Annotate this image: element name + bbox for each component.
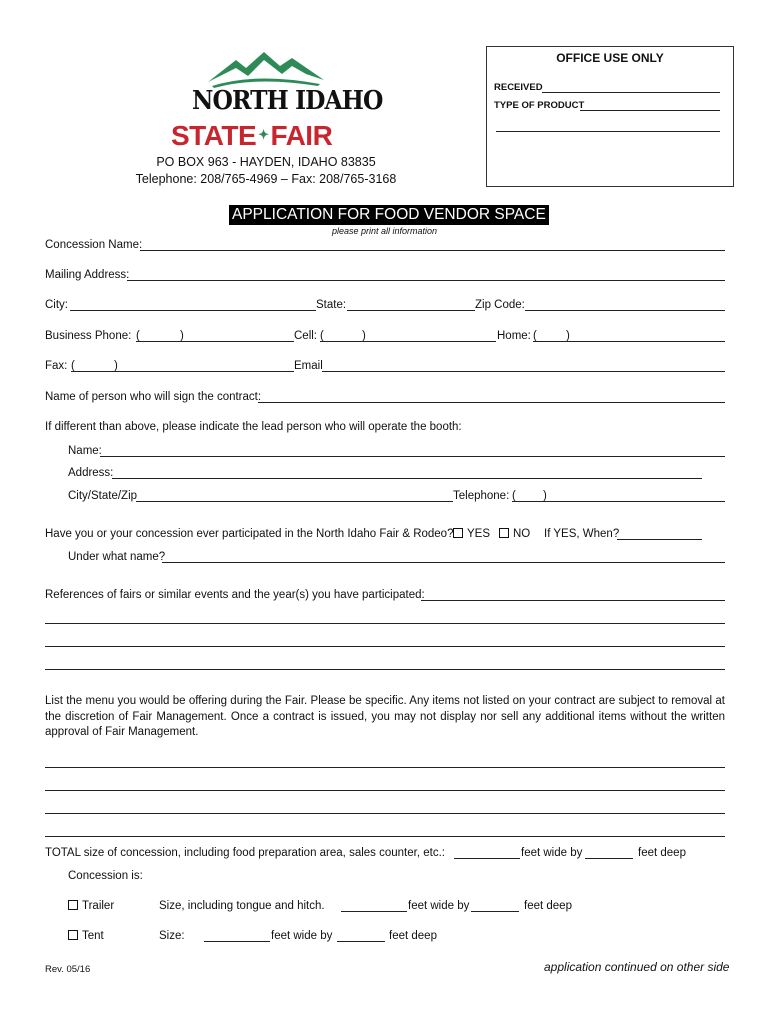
signer-label: Name of person who will sign the contract: — [45, 391, 262, 403]
total-feet-deep: feet deep — [638, 847, 686, 859]
fax-field[interactable] — [71, 371, 294, 372]
under-name-label: Under what name? — [68, 551, 166, 563]
business-phone-field[interactable] — [136, 341, 294, 342]
zip-label: Zip Code: — [475, 299, 525, 311]
tent-size-label: Size: — [159, 930, 185, 942]
menu-field-2[interactable] — [45, 790, 725, 791]
yes-label: YES — [467, 528, 491, 540]
office-use-box — [486, 46, 734, 187]
home-paren-close: ) — [566, 330, 570, 342]
received-label: RECEIVED — [494, 82, 543, 93]
received-line[interactable] — [542, 92, 720, 93]
signer-field[interactable] — [258, 402, 725, 403]
cell-paren-open: ( — [320, 330, 324, 342]
no-label: NO — [513, 528, 531, 540]
business-phone-paren-close: ) — [180, 330, 184, 342]
mountain-icon — [206, 48, 326, 88]
fax-paren-close: ) — [114, 360, 118, 372]
email-label: Email — [294, 360, 323, 372]
logo-state: STATE — [171, 120, 257, 151]
tent-checkbox[interactable] — [68, 930, 78, 940]
no-checkbox[interactable] — [499, 528, 509, 538]
when-label: If YES, When? — [544, 528, 620, 540]
tent-option[interactable] — [68, 929, 104, 943]
fax-label: Fax: — [45, 360, 68, 372]
business-phone-label: Business Phone: — [45, 330, 132, 342]
when-field[interactable] — [617, 539, 702, 540]
lead-phone-field[interactable] — [512, 501, 725, 502]
email-field[interactable] — [322, 371, 725, 372]
fax-paren-open: ( — [71, 360, 75, 372]
under-name-field[interactable] — [162, 562, 725, 563]
business-phone-paren-open: ( — [136, 330, 140, 342]
home-label: Home: — [497, 330, 531, 342]
references-field-3[interactable] — [45, 646, 725, 647]
form-subtitle: please print all information — [332, 226, 438, 236]
office-use-title: OFFICE USE ONLY — [556, 51, 664, 65]
yes-checkbox[interactable] — [453, 528, 463, 538]
menu-field-4[interactable] — [45, 836, 725, 837]
trailer-label: Trailer — [82, 900, 115, 912]
lead-intro: If different than above, please indicate the lead person who will operate the booth: — [45, 421, 462, 433]
trailer-depth-field[interactable] — [471, 911, 519, 912]
tent-feet-deep: feet deep — [389, 930, 437, 942]
participation-question: Have you or your concession ever participated in the North Idaho Fair & Rodeo? — [45, 528, 454, 540]
trailer-checkbox[interactable] — [68, 900, 78, 910]
tent-depth-field[interactable] — [337, 941, 385, 942]
tent-label: Tent — [82, 930, 104, 942]
trailer-option[interactable] — [68, 899, 114, 913]
office-extra-line[interactable] — [496, 131, 720, 132]
concession-is-label: Concession is: — [68, 870, 143, 882]
tent-width-field[interactable] — [204, 941, 270, 942]
state-label: State: — [316, 299, 347, 311]
home-field[interactable] — [533, 341, 725, 342]
fair-logo — [168, 48, 383, 154]
menu-field-1[interactable] — [45, 767, 725, 768]
total-depth-field[interactable] — [585, 858, 633, 859]
concession-name-field[interactable] — [140, 250, 725, 251]
type-of-product-line[interactable] — [580, 110, 720, 111]
menu-instructions: List the menu you would be offering during the Fair. Please be specific. Any items not listed on your contract are subject to removal at the discretion of Fair Management. Once a contract is issued, you may not display nor sell any additional items without the written approval of Fair Management. — [45, 695, 725, 738]
continued-note: application continued on other side — [544, 960, 730, 974]
lead-csz-label: City/State/Zip — [68, 490, 138, 502]
lead-phone-paren-close: ) — [543, 490, 547, 502]
home-paren-open: ( — [533, 330, 537, 342]
trailer-size-label: Size, including tongue and hitch. — [159, 900, 325, 912]
trailer-feet-deep: feet deep — [524, 900, 572, 912]
concession-name-label: Concession Name: — [45, 239, 143, 251]
total-size-label: TOTAL size of concession, including food preparation area, sales counter, etc.: — [45, 847, 445, 859]
lead-csz-field[interactable] — [136, 501, 453, 502]
state-field[interactable] — [347, 310, 475, 311]
references-field-4[interactable] — [45, 669, 725, 670]
no-option[interactable] — [499, 527, 530, 541]
city-field[interactable] — [70, 310, 316, 311]
type-of-product-label: TYPE OF PRODUCT — [494, 100, 585, 111]
zip-field[interactable] — [525, 310, 725, 311]
references-field-1[interactable] — [421, 600, 725, 601]
form-title: APPLICATION FOR FOOD VENDOR SPACE — [229, 205, 549, 225]
references-field-2[interactable] — [45, 623, 725, 624]
logo-north-idaho: NORTH IDAHO — [192, 86, 383, 116]
cell-paren-close: ) — [362, 330, 366, 342]
address-line: PO BOX 963 - HAYDEN, IDAHO 83835 — [156, 155, 376, 169]
lead-address-field[interactable] — [112, 478, 702, 479]
lead-name-field[interactable] — [100, 456, 725, 457]
lead-name-label: Name: — [68, 445, 102, 457]
mailing-address-label: Mailing Address: — [45, 269, 130, 281]
lead-address-label: Address: — [68, 467, 114, 479]
menu-field-3[interactable] — [45, 813, 725, 814]
revision-label: Rev. 05/16 — [45, 964, 91, 975]
yes-option[interactable] — [453, 527, 490, 541]
lead-phone-paren-open: ( — [512, 490, 516, 502]
trailer-feet-wide-by: feet wide by — [408, 900, 470, 912]
trailer-width-field[interactable] — [341, 911, 407, 912]
cell-field[interactable] — [320, 341, 496, 342]
city-label: City: — [45, 299, 68, 311]
star-icon: ✦ — [258, 127, 269, 142]
tent-feet-wide-by: feet wide by — [271, 930, 333, 942]
logo-fair: FAIR — [270, 120, 333, 151]
mailing-address-field[interactable] — [127, 280, 725, 281]
total-width-field[interactable] — [454, 858, 520, 859]
references-label: References of fairs or similar events and the year(s) you have participated: — [45, 589, 425, 601]
lead-phone-label: Telephone: — [453, 490, 510, 502]
phone-line: Telephone: 208/765-4969 – Fax: 208/765-3168 — [135, 172, 397, 186]
cell-label: Cell: — [294, 330, 318, 342]
total-feet-wide-by: feet wide by — [521, 847, 583, 859]
